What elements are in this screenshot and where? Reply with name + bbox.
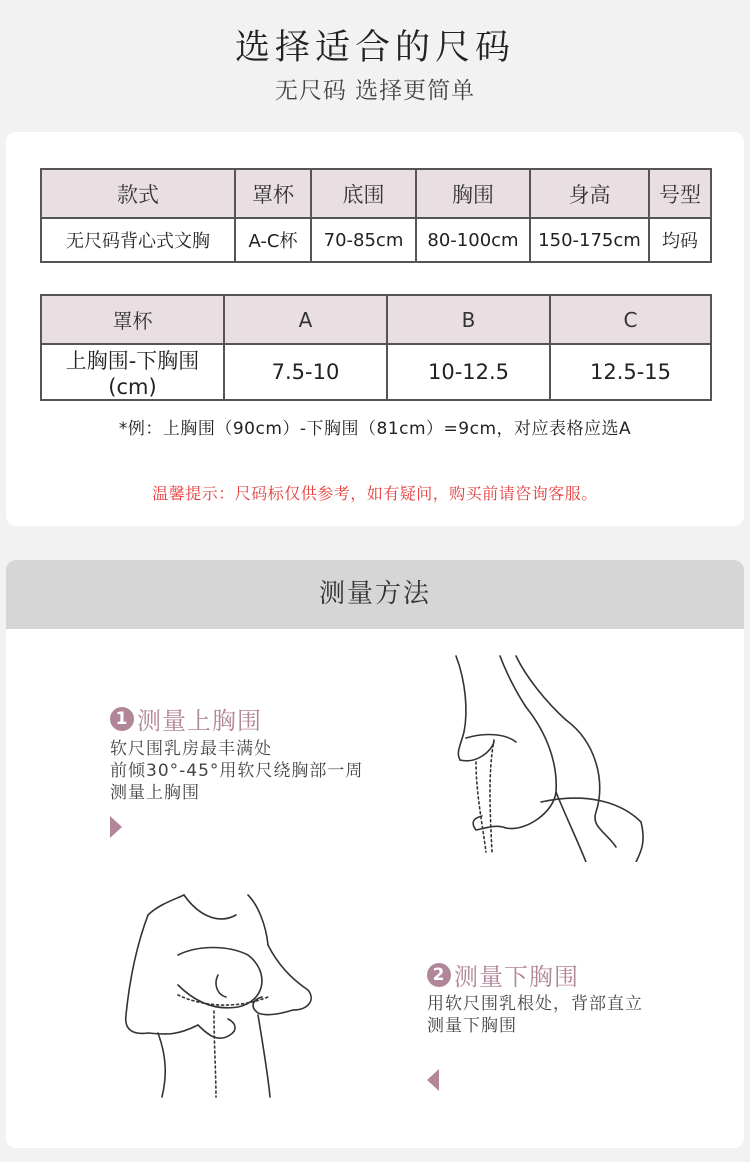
- step1-number-badge: 1: [110, 707, 134, 731]
- step1-title-text: 测量上胸围: [137, 707, 262, 735]
- step2-title-text: 测量下胸围: [454, 963, 579, 991]
- cup-table-header-row: [41, 295, 711, 344]
- measure-heading: 测量方法: [6, 560, 744, 629]
- step1-line: 前倾30°-45°用软尺绕胸部一周: [110, 761, 364, 781]
- arrow-right-icon: [110, 816, 122, 838]
- step2-title: [427, 957, 579, 992]
- header-cup-b: B: [387, 295, 550, 344]
- step2-number-badge: 2: [427, 963, 451, 987]
- step2-line: 测量下胸围: [427, 1016, 517, 1036]
- header-cup: 罩杯: [41, 295, 224, 344]
- cup-table: [40, 294, 712, 401]
- header-bust: 胸围: [416, 169, 530, 218]
- cell-style: 无尺码背心式文胸: [41, 218, 235, 262]
- cell-cup-a: 7.5-10: [224, 344, 387, 400]
- step2-description: [427, 993, 643, 1037]
- page-title: 选择适合的尺码: [234, 28, 515, 68]
- header-height: 身高: [530, 169, 649, 218]
- tip-note: 温馨提示：尺码标仅供参考，如有疑问，购买前请咨询客服。: [152, 484, 598, 503]
- cell-cup-c: 12.5-15: [550, 344, 711, 400]
- cell-bust: 80-100cm: [416, 218, 530, 262]
- size-table: [40, 168, 712, 263]
- page-subtitle: 无尺码 选择更简单: [274, 78, 476, 104]
- arrow-left-icon: [427, 1069, 439, 1091]
- cell-underbust: 70-85cm: [311, 218, 416, 262]
- step1-line: 测量上胸围: [110, 783, 200, 803]
- cup-table-row: [41, 344, 711, 400]
- header-cup: 罩杯: [235, 169, 311, 218]
- cell-difference-label: 上胸围-下胸围(cm): [41, 344, 224, 400]
- header-style: 款式: [41, 169, 235, 218]
- measure-card: [6, 560, 744, 1148]
- cell-cup-b: 10-12.5: [387, 344, 550, 400]
- cell-height: 150-175cm: [530, 218, 649, 262]
- size-chart-card: [6, 132, 744, 526]
- upper-bust-illustration: [446, 652, 646, 862]
- under-bust-illustration: [118, 885, 318, 1100]
- size-table-header-row: [41, 169, 711, 218]
- header-underbust: 底围: [311, 169, 416, 218]
- cell-size: 均码: [649, 218, 711, 262]
- example-note: *例：上胸围（90cm）-下胸围（81cm）=9cm，对应表格应选A: [118, 419, 632, 439]
- header-cup-a: A: [224, 295, 387, 344]
- header-size: 号型: [649, 169, 711, 218]
- cell-cup: A-C杯: [235, 218, 311, 262]
- step1-title: [110, 701, 262, 736]
- step1-description: [110, 738, 363, 804]
- step2-line: 用软尺围乳根处，背部直立: [427, 994, 643, 1014]
- header-cup-c: C: [550, 295, 711, 344]
- size-table-row: [41, 218, 711, 262]
- step1-line: 软尺围乳房最丰满处: [110, 739, 272, 759]
